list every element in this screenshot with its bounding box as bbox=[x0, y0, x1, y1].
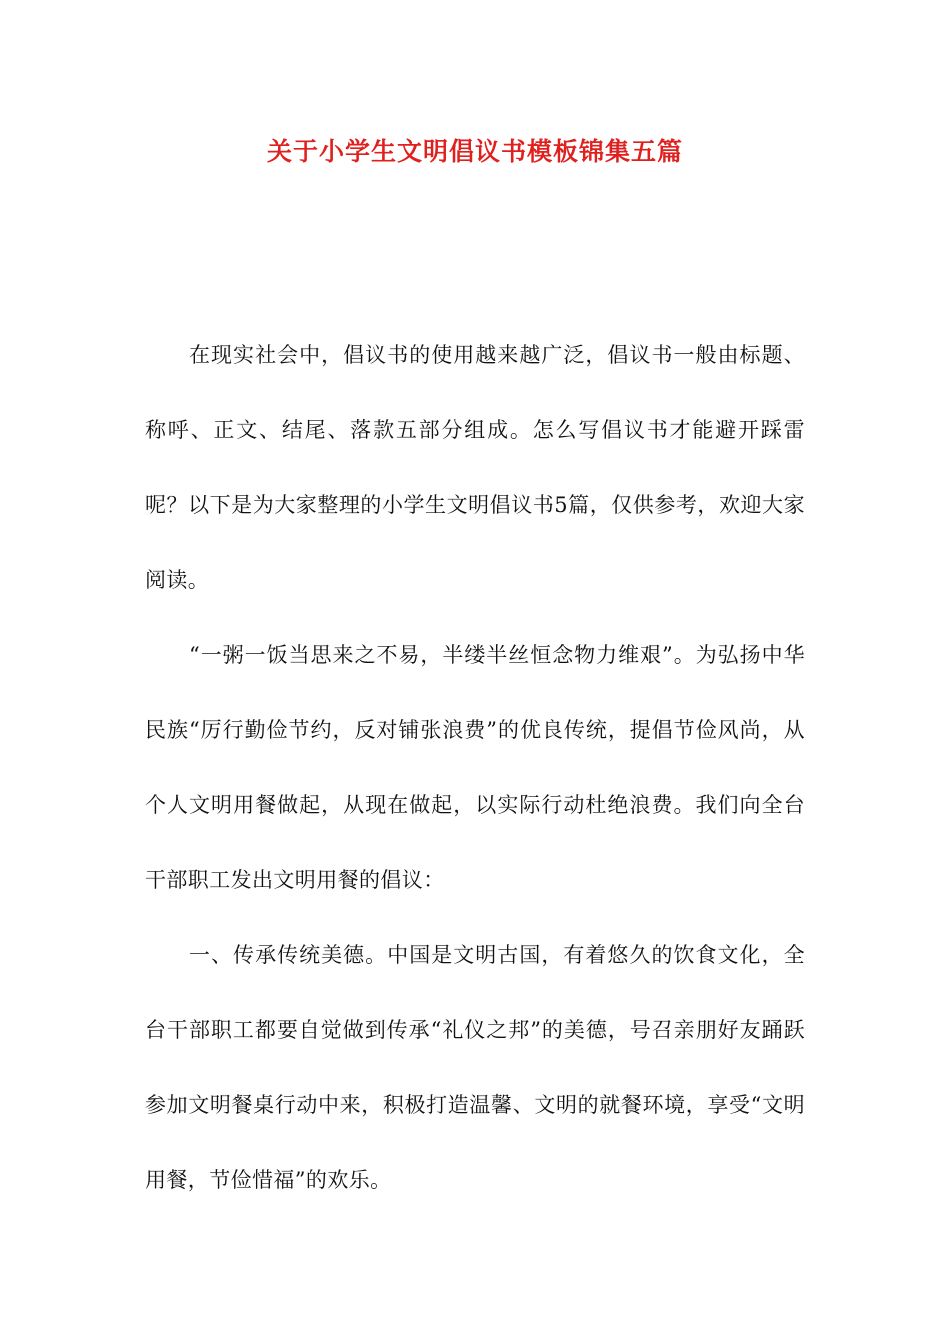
paragraph-item-one: 一、传承传统美德。中国是文明古国，有着悠久的饮食文化，全台干部职工都要自觉做到传承“礼仪之邦”的美德，号召亲朋好友踊跃参加文明餐桌行动中来，积极打造温馨、文明的就餐环境，享受“文明用餐，节俭惜福”的欢乐。 bbox=[145, 943, 805, 1192]
paragraph-quote: “一粥一饭当思来之不易，半缕半丝恒念物力维艰”。为弘扬中华民族“厉行勤俭节约，反对铺张浪费”的优良传统，提倡节俭风尚，从个人文明用餐做起，从现在做起，以实际行动杜绝浪费。我们向全台干部职工发出文明用餐的倡议： bbox=[145, 643, 805, 892]
document-body bbox=[145, 318, 805, 1218]
paragraph-intro: 在现实社会中，倡议书的使用越来越广泛，倡议书一般由标题、称呼、正文、结尾、落款五部分组成。怎么写倡议书才能避开踩雷呢？以下是为大家整理的小学生文明倡议书5篇，仅供参考，欢迎大家阅读。 bbox=[145, 343, 805, 592]
document-title: 关于小学生文明倡议书模板锦集五篇 bbox=[266, 137, 683, 166]
